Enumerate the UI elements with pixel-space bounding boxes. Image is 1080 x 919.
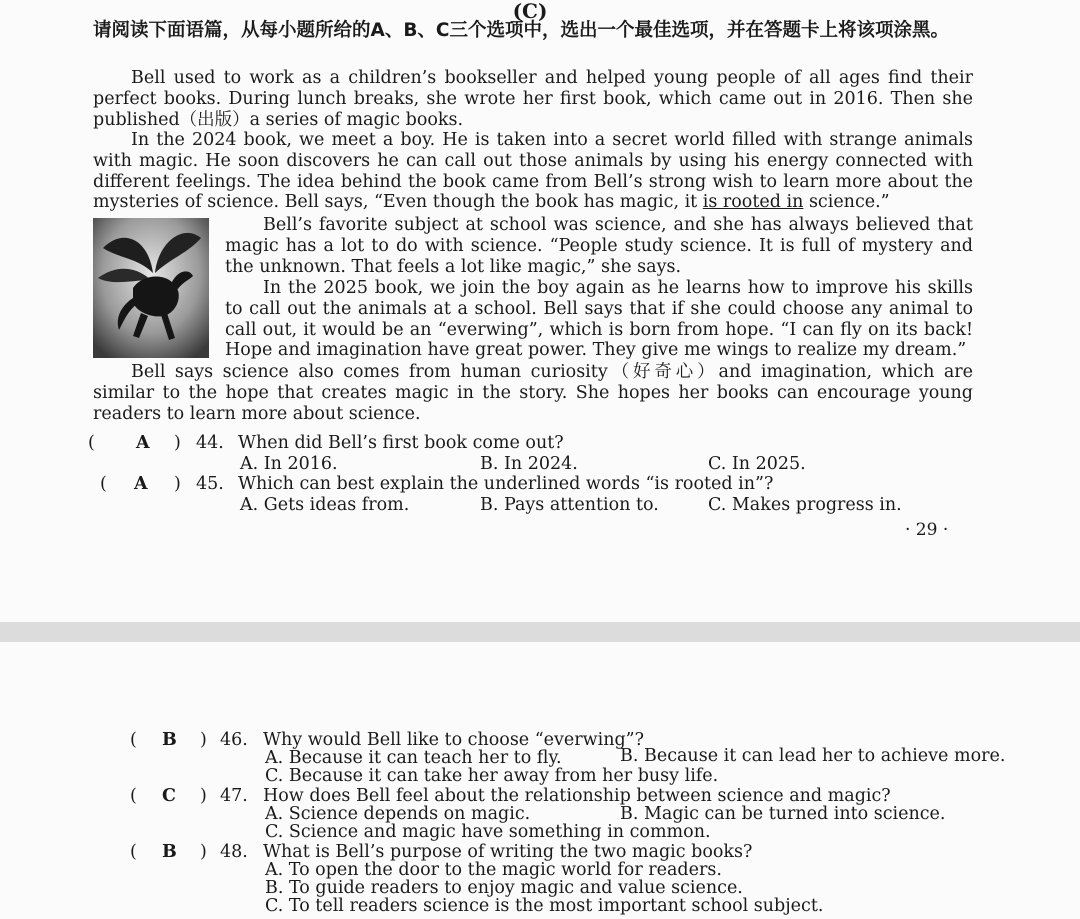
option-c: C. Science and magic have something in common. [265,822,711,842]
question-stem: When did Bell’s first book come out? [238,433,564,453]
answer-paren-open: ( [88,433,95,453]
option-b: B. To guide readers to enjoy magic and value science. [265,878,743,898]
option-a: A. In 2016. [240,454,338,474]
option-b: B. Magic can be turned into science. [620,804,946,824]
option-a: A. Science depends on magic. [265,804,531,824]
question-47 [130,786,1010,806]
underlined-phrase: is rooted in [702,192,804,213]
answer-letter: A [134,474,148,494]
passage-paragraph-5: Bell says science also comes from human curiosity（好奇心）and imagination, which are similar to the hope that creates magic in the story. She hopes her books can encourage young readers to learn more about science. [93,362,973,424]
section-label: (C) [512,0,548,23]
answer-paren-open: ( [130,786,137,806]
instruction-text: 请阅读下面语篇，从每小题所给的A、B、C三个选项中，选出一个最佳选项，并在答题卡上将该项涂黑。 [93,20,949,41]
page-number: · 29 · [905,520,949,540]
passage-paragraph-2: In the 2024 book, we meet a boy. He is taken into a secret world filled with strange animals with magic. He soon discovers he can call out those animals by using his energy connected with different feelings. The idea behind the book came from Bell’s strong wish to learn more about the mysteries of science. Bell says, “Even though the book has magic, it is rooted in science.” [93,130,973,213]
passage-paragraph-3: Bell’s favorite subject at school was science, and she has always believed that magic has a lot to do with science. “People study science. It is full of mystery and the unknown. That feels a lot like magic,” she says. [225,215,973,277]
option-a: A. Because it can teach her to fly. [265,748,562,768]
question-stem: Which can best explain the underlined words “is rooted in”? [238,474,774,494]
question-number: 48. [220,842,248,862]
option-b: B. Because it can lead her to achieve more. [620,746,1006,766]
option-b: B. In 2024. [480,454,578,474]
option-b: B. Pays attention to. [480,495,659,515]
question-stem: Why would Bell like to choose “everwing”? [263,730,645,750]
question-stem: What is Bell’s purpose of writing the two magic books? [263,842,753,862]
answer-paren-close: ) [200,730,207,750]
answer-paren-close: ) [200,786,207,806]
question-48 [130,842,1010,862]
option-c: C. In 2025. [708,454,806,474]
answer-paren-open: ( [100,474,107,494]
question-number: 44. [196,433,224,453]
question-number: 46. [220,730,248,750]
winged-horse-illustration [93,218,209,358]
question-number: 45. [196,474,224,494]
option-a: A. To open the door to the magic world for readers. [265,860,722,880]
answer-letter: B [162,730,177,750]
answer-letter: A [136,433,150,453]
answer-paren-close: ) [200,842,207,862]
option-c: C. To tell readers science is the most important school subject. [265,896,824,916]
option-c: C. Because it can take her away from her busy life. [265,766,719,786]
worksheet-page-30 [0,642,1080,919]
answer-paren-open: ( [130,842,137,862]
page-divider [0,622,1080,642]
question-44 [88,433,968,453]
question-stem: How does Bell feel about the relationship between science and magic? [263,786,891,806]
answer-paren-close: ) [174,474,181,494]
question-number: 47. [220,786,248,806]
answer-paren-close: ) [174,433,181,453]
answer-letter: B [162,842,177,862]
question-45 [100,474,980,494]
passage-paragraph-4: In the 2025 book, we join the boy again as he learns how to improve his skills to call out the animals at a school. Bell says that if she could choose any animal to call out, it would be an “everwing”, which is born from hope. “I can fly on its back! Hope and imagination have great power. They give me wings to realize my dream.” [225,278,973,361]
answer-letter: C [162,786,176,806]
option-c: C. Makes progress in. [708,495,902,515]
passage-paragraph-1: Bell used to work as a children’s bookseller and helped young people of all ages find their perfect books. During lunch breaks, she wrote her first book, which came out in 2016. Then she published（出版）a series of magic books. [93,68,973,130]
answer-paren-open: ( [130,730,137,750]
option-a: A. Gets ideas from. [240,495,410,515]
